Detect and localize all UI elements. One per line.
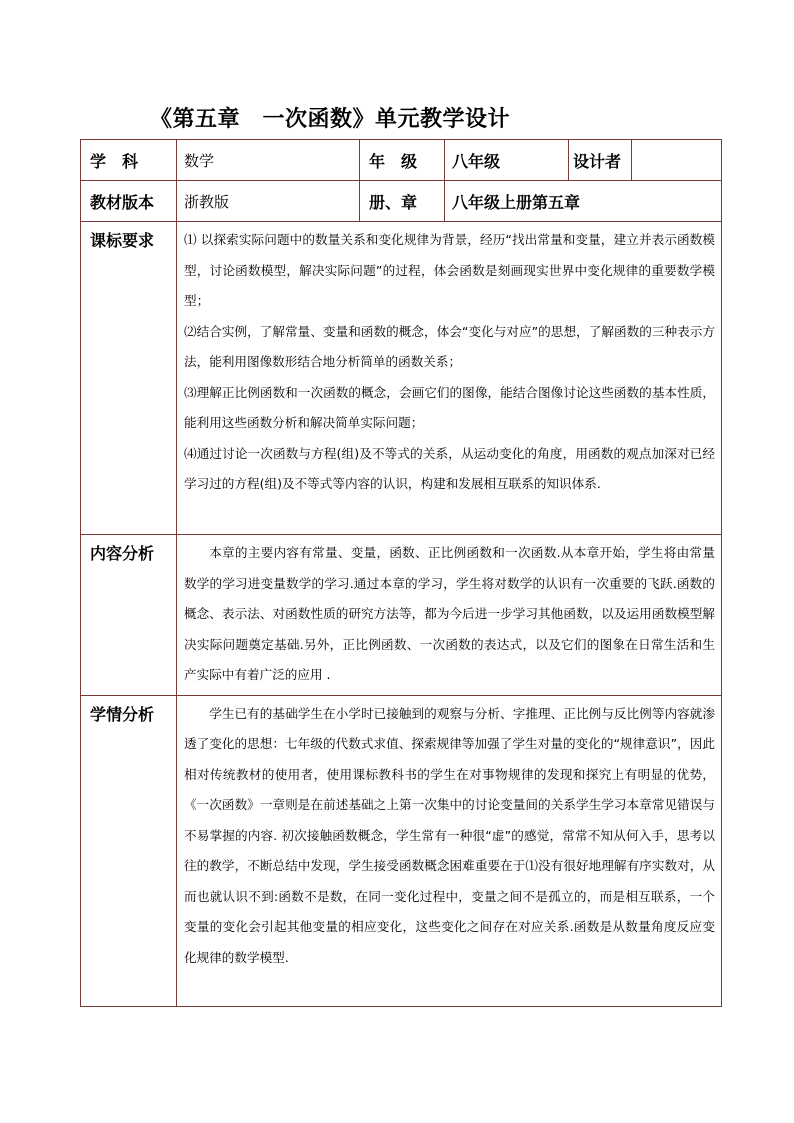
grade-value: 八年级 xyxy=(445,140,569,181)
volume-label: 册、章 xyxy=(360,181,445,222)
content-analysis-row xyxy=(81,535,722,696)
edition-label: 教材版本 xyxy=(81,181,177,222)
info-row-subject xyxy=(81,140,722,181)
edition-value: 浙教版 xyxy=(177,181,360,222)
content-analysis-label: 内容分析 xyxy=(81,535,177,696)
volume-value: 八年级上册第五章 xyxy=(445,181,722,222)
curriculum-item: ⑴ 以探索实际问题中的数量关系和变化规律为背景，经历“找出常量和变量，建立并表示函数模型，讨论函数模型，解决实际问题”的过程，体会函数是刻画现实世界中变化规律的重要数学模型； xyxy=(184,232,715,308)
curriculum-content xyxy=(177,222,722,535)
curriculum-row xyxy=(81,222,722,535)
design-table xyxy=(80,139,722,1007)
subject-value: 数学 xyxy=(177,140,360,181)
student-analysis-row xyxy=(81,695,722,1006)
student-analysis-text: 学生已有的基础学生在小学时已接触到的观察与分析、字推理、正比例与反比例等内容就渗透了变化的思想：七年级的代数式求值、探索规律等加强了学生对量的变化的“规律意识”，因此相对传统教材的使用者，使用课标教科书的学生在对事物规律的发现和探究上有明显的优势，《一次函数》一章则是在前述基础之上第一次集中的讨论变量间的关系学生学习本章常见错误与不易掌握的内容. 初次接触函数概念，学生常有一种很“虚”的感觉，常常不知从何入手，思考以往的教学，不断总结中发现，学生接受函数概念困难重要在于⑴没有很好地理解有序实数对，从而也就认识不到:函数不是数，在同一变化过程中，变量之间不是孤立的，而是相互联系，一个变量的变化会引起其他变量的相应变化，这些变化之间存在对应关系.函数是从数量角度反应变化规律的数学模型. xyxy=(184,705,715,965)
content-analysis-text: 本章的主要内容有常量、变量，函数、正比例函数和一次函数.从本章开始，学生将由常量数学的学习进变量数学的学习.通过本章的学习，学生将对数学的认识有一次重要的飞跃.函数的概念、表示法、对函数性质的研究方法等，都为今后进一步学习其他函数，以及运用函数模型解决实际问题奠定基础.另外，正比例函数、一次函数的表达式，以及它们的图象在日常生活和生产实际中有着广泛的应用 . xyxy=(184,545,715,682)
document-title: 《第五章 一次函数》单元教学设计 xyxy=(150,106,511,132)
curriculum-item: ⑶理解正比例函数和一次函数的概念，会画它们的图像，能结合图像讨论这些函数的基本性质，能利用这些函数分析和解决简单实际问题； xyxy=(184,384,715,430)
curriculum-item: ⑵结合实例，了解常量、变量和函数的概念，体会“变化与对应”的思想，了解函数的三种表示方法，能利用图像数形结合地分析简单的函数关系； xyxy=(184,323,715,369)
content-analysis-content xyxy=(177,535,722,696)
grade-label: 年 级 xyxy=(360,140,445,181)
designer-label: 设计者 xyxy=(569,140,632,181)
student-analysis-content xyxy=(177,695,722,1006)
student-analysis-label: 学情分析 xyxy=(81,695,177,1006)
designer-value xyxy=(632,140,722,181)
curriculum-item: ⑷通过讨论一次函数与方程(组)及不等式的关系，从运动变化的角度，用函数的观点加深对已经学习过的方程(组)及不等式等内容的认识，构建和发展相互联系的知识体系. xyxy=(184,445,715,491)
info-row-edition xyxy=(81,181,722,222)
subject-label: 学 科 xyxy=(81,140,177,181)
curriculum-label: 课标要求 xyxy=(81,222,177,535)
